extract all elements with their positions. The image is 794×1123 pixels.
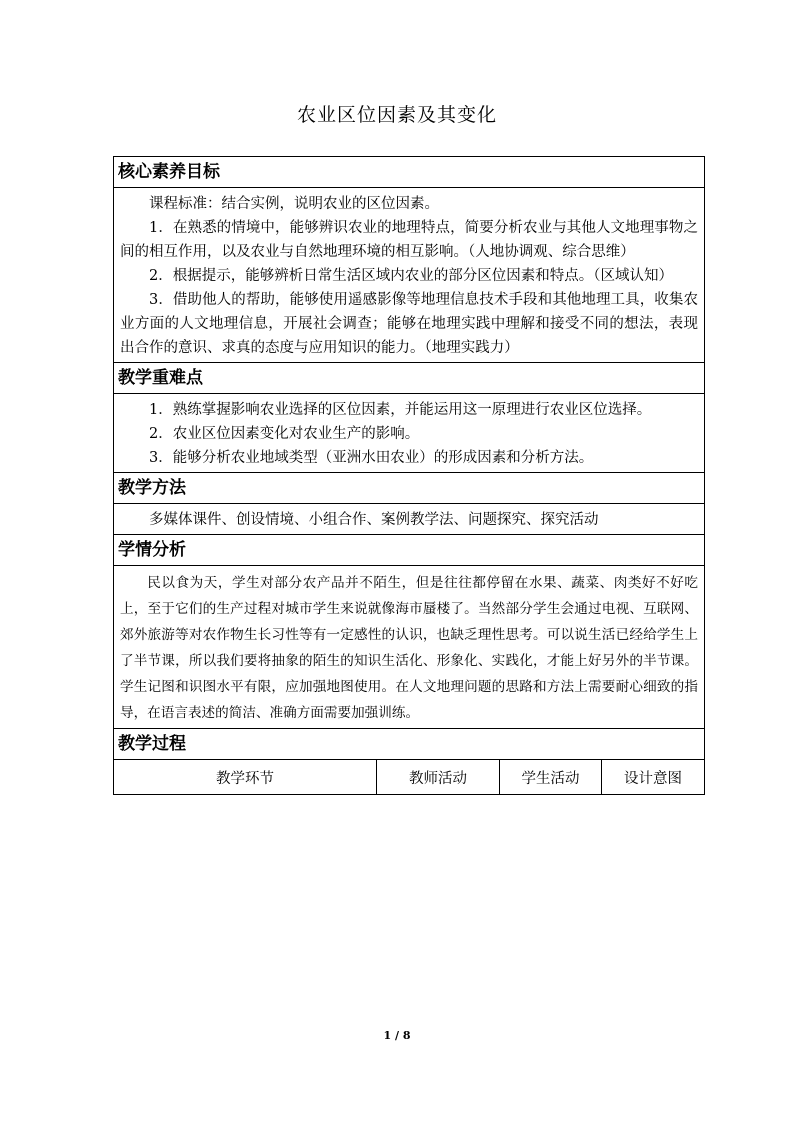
column-header-stage: 教学环节	[114, 760, 377, 794]
section-heading-methods: 教学方法	[114, 473, 704, 504]
goals-paragraph: 2．根据提示，能够辨析日常生活区域内农业的部分区位因素和特点。（区域认知）	[149, 268, 673, 284]
section-body-methods	[114, 504, 704, 535]
process-header-row	[114, 760, 704, 794]
lesson-plan-table	[113, 156, 705, 795]
section-body-analysis	[114, 566, 704, 729]
section-heading-keypoints: 教学重难点	[114, 363, 704, 394]
section-body-goals	[114, 188, 704, 363]
goals-paragraph: 3．借助他人的帮助，能够使用遥感影像等地理信息技术手段和其他地理工具，收集农业方面的人文地理信息，开展社会调查；能够在地理实践中理解和接受不同的想法，表现出合作的意识、求真的态度与应用知识的能力。（地理实践力）	[120, 292, 698, 356]
analysis-paragraph: 民以食为天，学生对部分农产品并不陌生，但是往往都停留在水果、蔬菜、肉类好不好吃上，至于它们的生产过程对城市学生来说就像海市蜃楼了。当然部分学生会通过电视、互联网、郊外旅游等对农作物生长习性等有一定感性的认识，也缺乏理性思考。可以说生活已经给学生上了半节课，所以我们要将抽象的陌生的知识生活化、形象化、实践化，才能上好另外的半节课。学生记图和识图水平有限，应加强地图使用。在人文地理问题的思路和方法上需要耐心细致的指导，在语言表述的简洁、准确方面需要加强训练。	[120, 575, 698, 721]
section-heading-goals: 核心素养目标	[114, 157, 704, 188]
column-header-student-activity: 学生活动	[500, 760, 602, 794]
goals-paragraph: 课程标准：结合实例，说明农业的区位因素。	[149, 196, 439, 212]
section-heading-analysis: 学情分析	[114, 535, 704, 566]
goals-paragraph: 1．在熟悉的情境中，能够辨识农业的地理特点，简要分析农业与其他人文地理事物之间的相互作用，以及农业与自然地理环境的相互影响。（人地协调观、综合思维）	[120, 220, 698, 260]
keypoints-paragraph: 1．熟练掌握影响农业选择的区位因素，并能运用这一原理进行农业区位选择。	[149, 402, 652, 418]
column-header-teacher-activity: 教师活动	[377, 760, 500, 794]
page-number: 1 / 8	[383, 1029, 411, 1042]
page-title: 农业区位因素及其变化	[296, 104, 497, 126]
keypoints-paragraph: 3．能够分析农业地域类型（亚洲水田农业）的形成因素和分析方法。	[149, 450, 594, 466]
methods-paragraph: 多媒体课件、创设情境、小组合作、案例教学法、问题探究、探究活动	[149, 512, 599, 528]
column-header-design-intent: 设计意图	[624, 770, 682, 787]
section-heading-process: 教学过程	[114, 729, 704, 760]
keypoints-paragraph: 2．农业区位因素变化对农业生产的影响。	[149, 426, 420, 442]
section-body-keypoints	[114, 394, 704, 473]
